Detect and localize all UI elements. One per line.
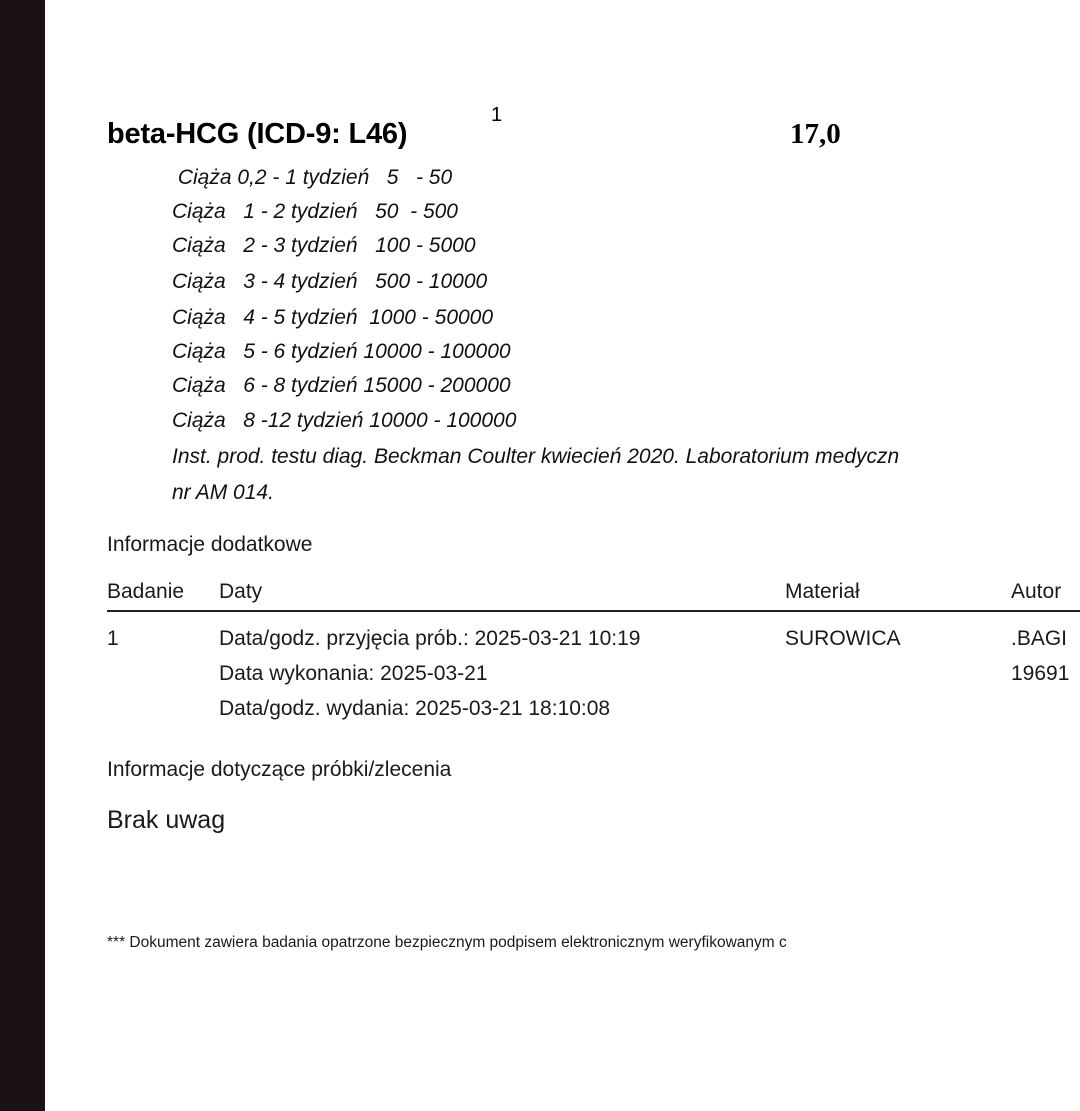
reference-range-line: Ciąża 6 - 8 tydzień 15000 - 200000 — [172, 374, 511, 397]
row-author-line-2: 19691 — [1011, 662, 1070, 685]
row-author-line-1: .BAGI — [1011, 627, 1068, 650]
reference-range-line: Ciąża 8 -12 tydzień 10000 - 100000 — [172, 409, 517, 432]
row-date-performed: Data wykonania: 2025-03-21 — [219, 662, 488, 685]
reference-range-line: Ciąża 1 - 2 tydzień 50 - 500 — [172, 200, 458, 223]
reference-range-line: Ciąża 2 - 3 tydzień 100 - 5000 — [172, 234, 476, 257]
method-note-line-2: nr AM 014. — [172, 481, 274, 504]
column-header-author: Autor — [1011, 580, 1062, 603]
footer-signature-note: *** Dokument zawiera badania opatrzone bezpiecznym podpisem elektronicznym weryfikowanym c — [107, 934, 787, 951]
column-header-dates: Daty — [219, 580, 263, 603]
column-header-material: Materiał — [785, 580, 860, 603]
sample-info-text: Brak uwag — [107, 806, 226, 834]
reference-range-line: Ciąża 4 - 5 tydzień 1000 - 50000 — [172, 306, 494, 329]
reference-range-line: Ciąża 3 - 4 tydzień 500 - 10000 — [172, 270, 488, 293]
row-date-received: Data/godz. przyjęcia prób.: 2025-03-21 10:19 — [219, 627, 641, 650]
row-date-issued: Data/godz. wydania: 2025-03-21 18:10:08 — [219, 697, 611, 720]
test-result-value: 17,0 — [790, 118, 841, 150]
column-header-test: Badanie — [107, 580, 185, 603]
table-header-rule — [107, 610, 1080, 612]
reference-range-line: Ciąża 5 - 6 tydzień 10000 - 100000 — [172, 340, 511, 363]
test-footnote-ref: 1 — [491, 104, 503, 126]
additional-info-heading: Informacje dodatkowe — [107, 533, 313, 556]
left-dark-border — [0, 0, 45, 1111]
row-test-number: 1 — [107, 627, 119, 650]
test-title: beta-HCG (ICD-9: L46) — [107, 118, 408, 150]
row-material: SUROWICA — [785, 627, 901, 650]
reference-range-line: Ciąża 0,2 - 1 tydzień 5 - 50 — [172, 166, 453, 189]
lab-result-page — [45, 0, 1080, 1111]
sample-info-heading: Informacje dotyczące próbki/zlecenia — [107, 758, 452, 781]
method-note-line-1: Inst. prod. testu diag. Beckman Coulter kwiecień 2020. Laboratorium medyczn — [172, 445, 900, 468]
